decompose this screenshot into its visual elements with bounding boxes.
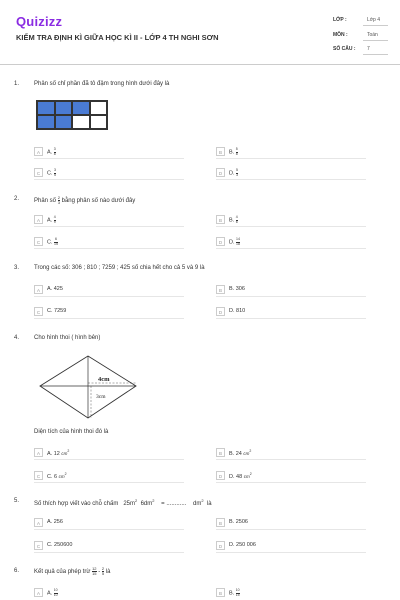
- divider: [34, 296, 184, 297]
- question-number: 3.: [14, 265, 20, 271]
- divider: [216, 482, 366, 483]
- divider: [216, 248, 366, 249]
- option-letter-box: D: [216, 541, 225, 550]
- question-subtext: Diện tích của hình thoi đó là: [34, 429, 109, 435]
- unshaded-cell: [90, 115, 108, 129]
- meta-subject-value: Toán: [367, 32, 378, 38]
- question-number: 4.: [14, 335, 20, 341]
- question-text: Cho hình thoi ( hình bên): [34, 335, 101, 341]
- option-letter-box: A: [34, 285, 43, 294]
- unshaded-cell: [72, 115, 90, 129]
- divider: [216, 318, 366, 319]
- option-letter-box: A: [34, 215, 43, 224]
- option-text: A. 256: [47, 519, 63, 525]
- shaded-cell: [55, 101, 73, 115]
- option-text: B. $\frac{10}{15}$: [229, 588, 240, 597]
- unshaded-cell: [90, 101, 108, 115]
- option-letter-box: D: [216, 307, 225, 316]
- meta-count-label: SỐ CÂU :: [333, 46, 356, 52]
- fraction-grid-figure: [36, 100, 108, 130]
- option-letter-box: B: [216, 285, 225, 294]
- divider: [34, 248, 184, 249]
- option-letter-box: D: [216, 168, 225, 177]
- option-letter-box: A: [34, 448, 43, 457]
- divider: [34, 158, 184, 159]
- option-text: D. $\frac{5}{3}$: [229, 168, 238, 177]
- option-letter-box: C: [34, 237, 43, 246]
- divider: [216, 552, 366, 553]
- divider: [216, 179, 366, 180]
- horizontal-dimension-label: 4cm: [98, 376, 110, 383]
- divider: [216, 529, 366, 530]
- option-letter-box: B: [216, 588, 225, 597]
- question-number: 1.: [14, 81, 20, 87]
- option-letter-box: A: [34, 518, 43, 527]
- option-text: A. $\frac{4}{9}$: [47, 215, 56, 224]
- option-text: D. 810: [229, 308, 246, 314]
- option-letter-box: A: [34, 147, 43, 156]
- divider: [363, 25, 388, 26]
- option-text: B. 24 $cm^2$: [229, 449, 252, 457]
- option-letter-box: A: [34, 588, 43, 597]
- meta-class-value: Lớp 4: [367, 17, 381, 23]
- divider: [34, 459, 184, 460]
- vertical-dimension-label: 3cm: [96, 394, 106, 400]
- shaded-cell: [72, 101, 90, 115]
- option-text: D. 48 $cm^2$: [229, 472, 252, 480]
- shaded-cell: [37, 101, 55, 115]
- divider: [216, 459, 366, 460]
- divider: [34, 482, 184, 483]
- divider: [363, 40, 388, 41]
- question-text: Kết quả của phép trừ $\frac{12}{15}$ - $\frac{2}{5}$ là: [34, 566, 111, 576]
- document-title: KIỂM TRA ĐỊNH KÌ GIỮA HỌC KÌ II - LỚP 4 TH NGHI SƠN: [16, 33, 219, 42]
- option-letter-box: B: [216, 215, 225, 224]
- question-number: 6.: [14, 568, 20, 574]
- option-letter-box: C: [34, 541, 43, 550]
- option-letter-box: B: [216, 518, 225, 527]
- option-text: B. 306: [229, 286, 245, 292]
- question-number: 5.: [14, 498, 20, 504]
- question-text: Trong các số: 306 ; 810 ; 7259 ; 425 số chia hết cho cả 5 và 9 là: [34, 265, 205, 271]
- option-text: C. 6 $cm^2$: [47, 472, 67, 480]
- option-text: D. $\frac{14}{18}$: [229, 237, 240, 246]
- divider: [34, 552, 184, 553]
- brand-logo: Quizizz: [16, 14, 63, 29]
- option-letter-box: B: [216, 448, 225, 457]
- question-text: Số thích hợp viết vào chỗ chấm $25m^2$ $6dm^2$ = ............ $dm^2$ là: [34, 498, 212, 507]
- option-letter-box: B: [216, 147, 225, 156]
- divider: [34, 179, 184, 180]
- question-number: 2.: [14, 196, 20, 202]
- header-divider: [0, 64, 400, 65]
- option-text: A. 12 $cm^2$: [47, 449, 70, 457]
- shaded-cell: [37, 115, 55, 129]
- option-letter-box: D: [216, 237, 225, 246]
- divider: [34, 226, 184, 227]
- option-text: B. $\frac{5}{8}$: [229, 147, 238, 156]
- rhombus-figure: [38, 354, 138, 422]
- divider: [34, 529, 184, 530]
- option-letter-box: C: [34, 307, 43, 316]
- option-text: B. $\frac{4}{6}$: [229, 215, 238, 224]
- option-letter-box: D: [216, 471, 225, 480]
- option-letter-box: C: [34, 471, 43, 480]
- option-text: C. 250600: [47, 542, 73, 548]
- question-text: Phân số chỉ phần đã tô đậm trong hình dưới đây là: [34, 81, 170, 87]
- option-text: A. $\frac{10}{10}$: [47, 588, 58, 597]
- option-text: C. 7259: [47, 308, 67, 314]
- option-letter-box: C: [34, 168, 43, 177]
- option-text: A. 425: [47, 286, 63, 292]
- option-text: D. 250 006: [229, 542, 256, 548]
- option-text: A. $\frac{3}{8}$: [47, 147, 56, 156]
- divider: [216, 158, 366, 159]
- meta-subject-label: MÔN :: [333, 32, 348, 38]
- option-text: C. $\frac{3}{5}$: [47, 168, 56, 177]
- divider: [216, 296, 366, 297]
- meta-count-value: 7: [367, 46, 370, 52]
- meta-class-label: LỚP :: [333, 17, 347, 23]
- option-text: B. 2506: [229, 519, 248, 525]
- question-text: Phân số $\frac{2}{3}$ bằng phân số nào dưới đây: [34, 195, 136, 205]
- option-text: C. $\frac{6}{15}$: [47, 237, 58, 246]
- shaded-cell: [55, 115, 73, 129]
- divider: [216, 226, 366, 227]
- divider: [363, 54, 388, 55]
- divider: [34, 318, 184, 319]
